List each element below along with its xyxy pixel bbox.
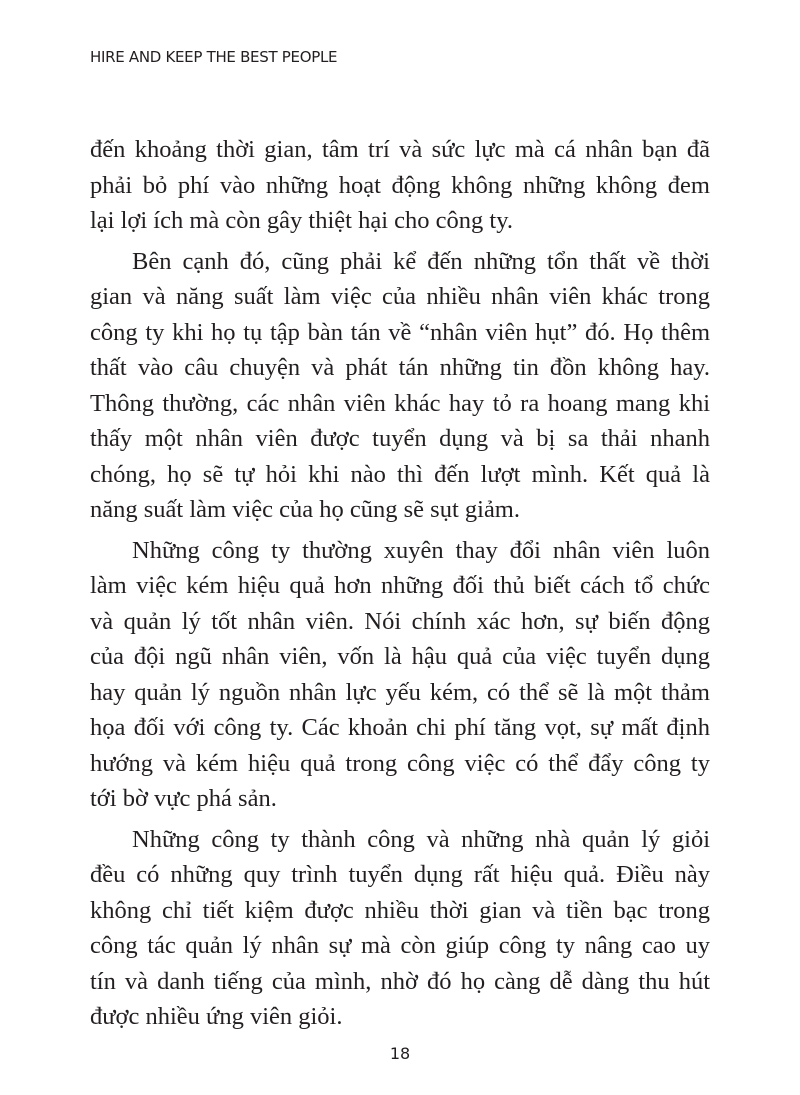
text-line: đều có những quy trình tuyển dụng rất hiệu quả. Điều này [90, 861, 710, 888]
paragraph [90, 822, 710, 1035]
text-line: đến khoảng thời gian, tâm trí và sức lực mà cá nhân bạn đã [90, 136, 710, 163]
text-line: Bên cạnh đó, cũng phải kể đến những tổn thất về thời [132, 247, 710, 275]
text-line: họa đối với công ty. Các khoản chi phí tăng vọt, sự mất định [90, 714, 710, 741]
text-line: lại lợi ích mà còn gây thiệt hại cho công ty. [90, 207, 513, 234]
text-line: công tác quản lý nhân sự mà còn giúp công ty nâng cao uy [90, 932, 710, 959]
text-line: Những công ty thành công và những nhà quản lý giỏi [132, 825, 710, 853]
text-line: Những công ty thường xuyên thay đổi nhân viên luôn [132, 536, 710, 564]
page-number: 18 [389, 1044, 411, 1063]
text-line: không chỉ tiết kiệm được nhiều thời gian và tiền bạc trong [90, 896, 710, 924]
text-line: thấy một nhân viên được tuyển dụng và bị sa thải nhanh [90, 425, 710, 452]
text-line: Thông thường, các nhân viên khác hay tỏ ra hoang mang khi [90, 389, 710, 417]
text-line: được nhiều ứng viên giỏi. [90, 1003, 343, 1030]
running-header: HIRE AND KEEP THE BEST PEOPLE [90, 48, 338, 66]
text-line: của đội ngũ nhân viên, vốn là hậu quả của việc tuyển dụng [90, 643, 710, 670]
text-line: làm việc kém hiệu quả hơn những đối thủ biết cách tổ chức [90, 572, 710, 599]
text-line: phải bỏ phí vào những hoạt động không những không đem [90, 171, 710, 199]
text-line: chóng, họ sẽ tự hỏi khi nào thì đến lượt mình. Kết quả là [90, 460, 710, 488]
paragraph [90, 132, 710, 239]
text-line: hay quản lý nguồn nhân lực yếu kém, có thể sẽ là một thảm [90, 678, 710, 706]
paragraph [90, 244, 710, 528]
text-line: năng suất làm việc của họ cũng sẽ sụt giảm. [90, 496, 520, 523]
text-line: tới bờ vực phá sản. [90, 785, 277, 812]
text-line: và quản lý tốt nhân viên. Nói chính xác hơn, sự biến động [90, 607, 710, 635]
text-line: thất vào câu chuyện và phát tán những tin đồn không hay. [90, 354, 710, 381]
text-line: tín và danh tiếng của mình, nhờ đó họ càng dễ dàng thu hút [90, 967, 710, 995]
text-line: gian và năng suất làm việc của nhiều nhân viên khác trong [90, 283, 710, 310]
body-text [90, 132, 710, 1040]
text-line: công ty khi họ tụ tập bàn tán về “nhân viên hụt” đó. Họ thêm [90, 318, 710, 346]
paragraph [90, 533, 710, 817]
text-line: hướng và kém hiệu quả trong công việc có thể đẩy công ty [90, 749, 710, 777]
